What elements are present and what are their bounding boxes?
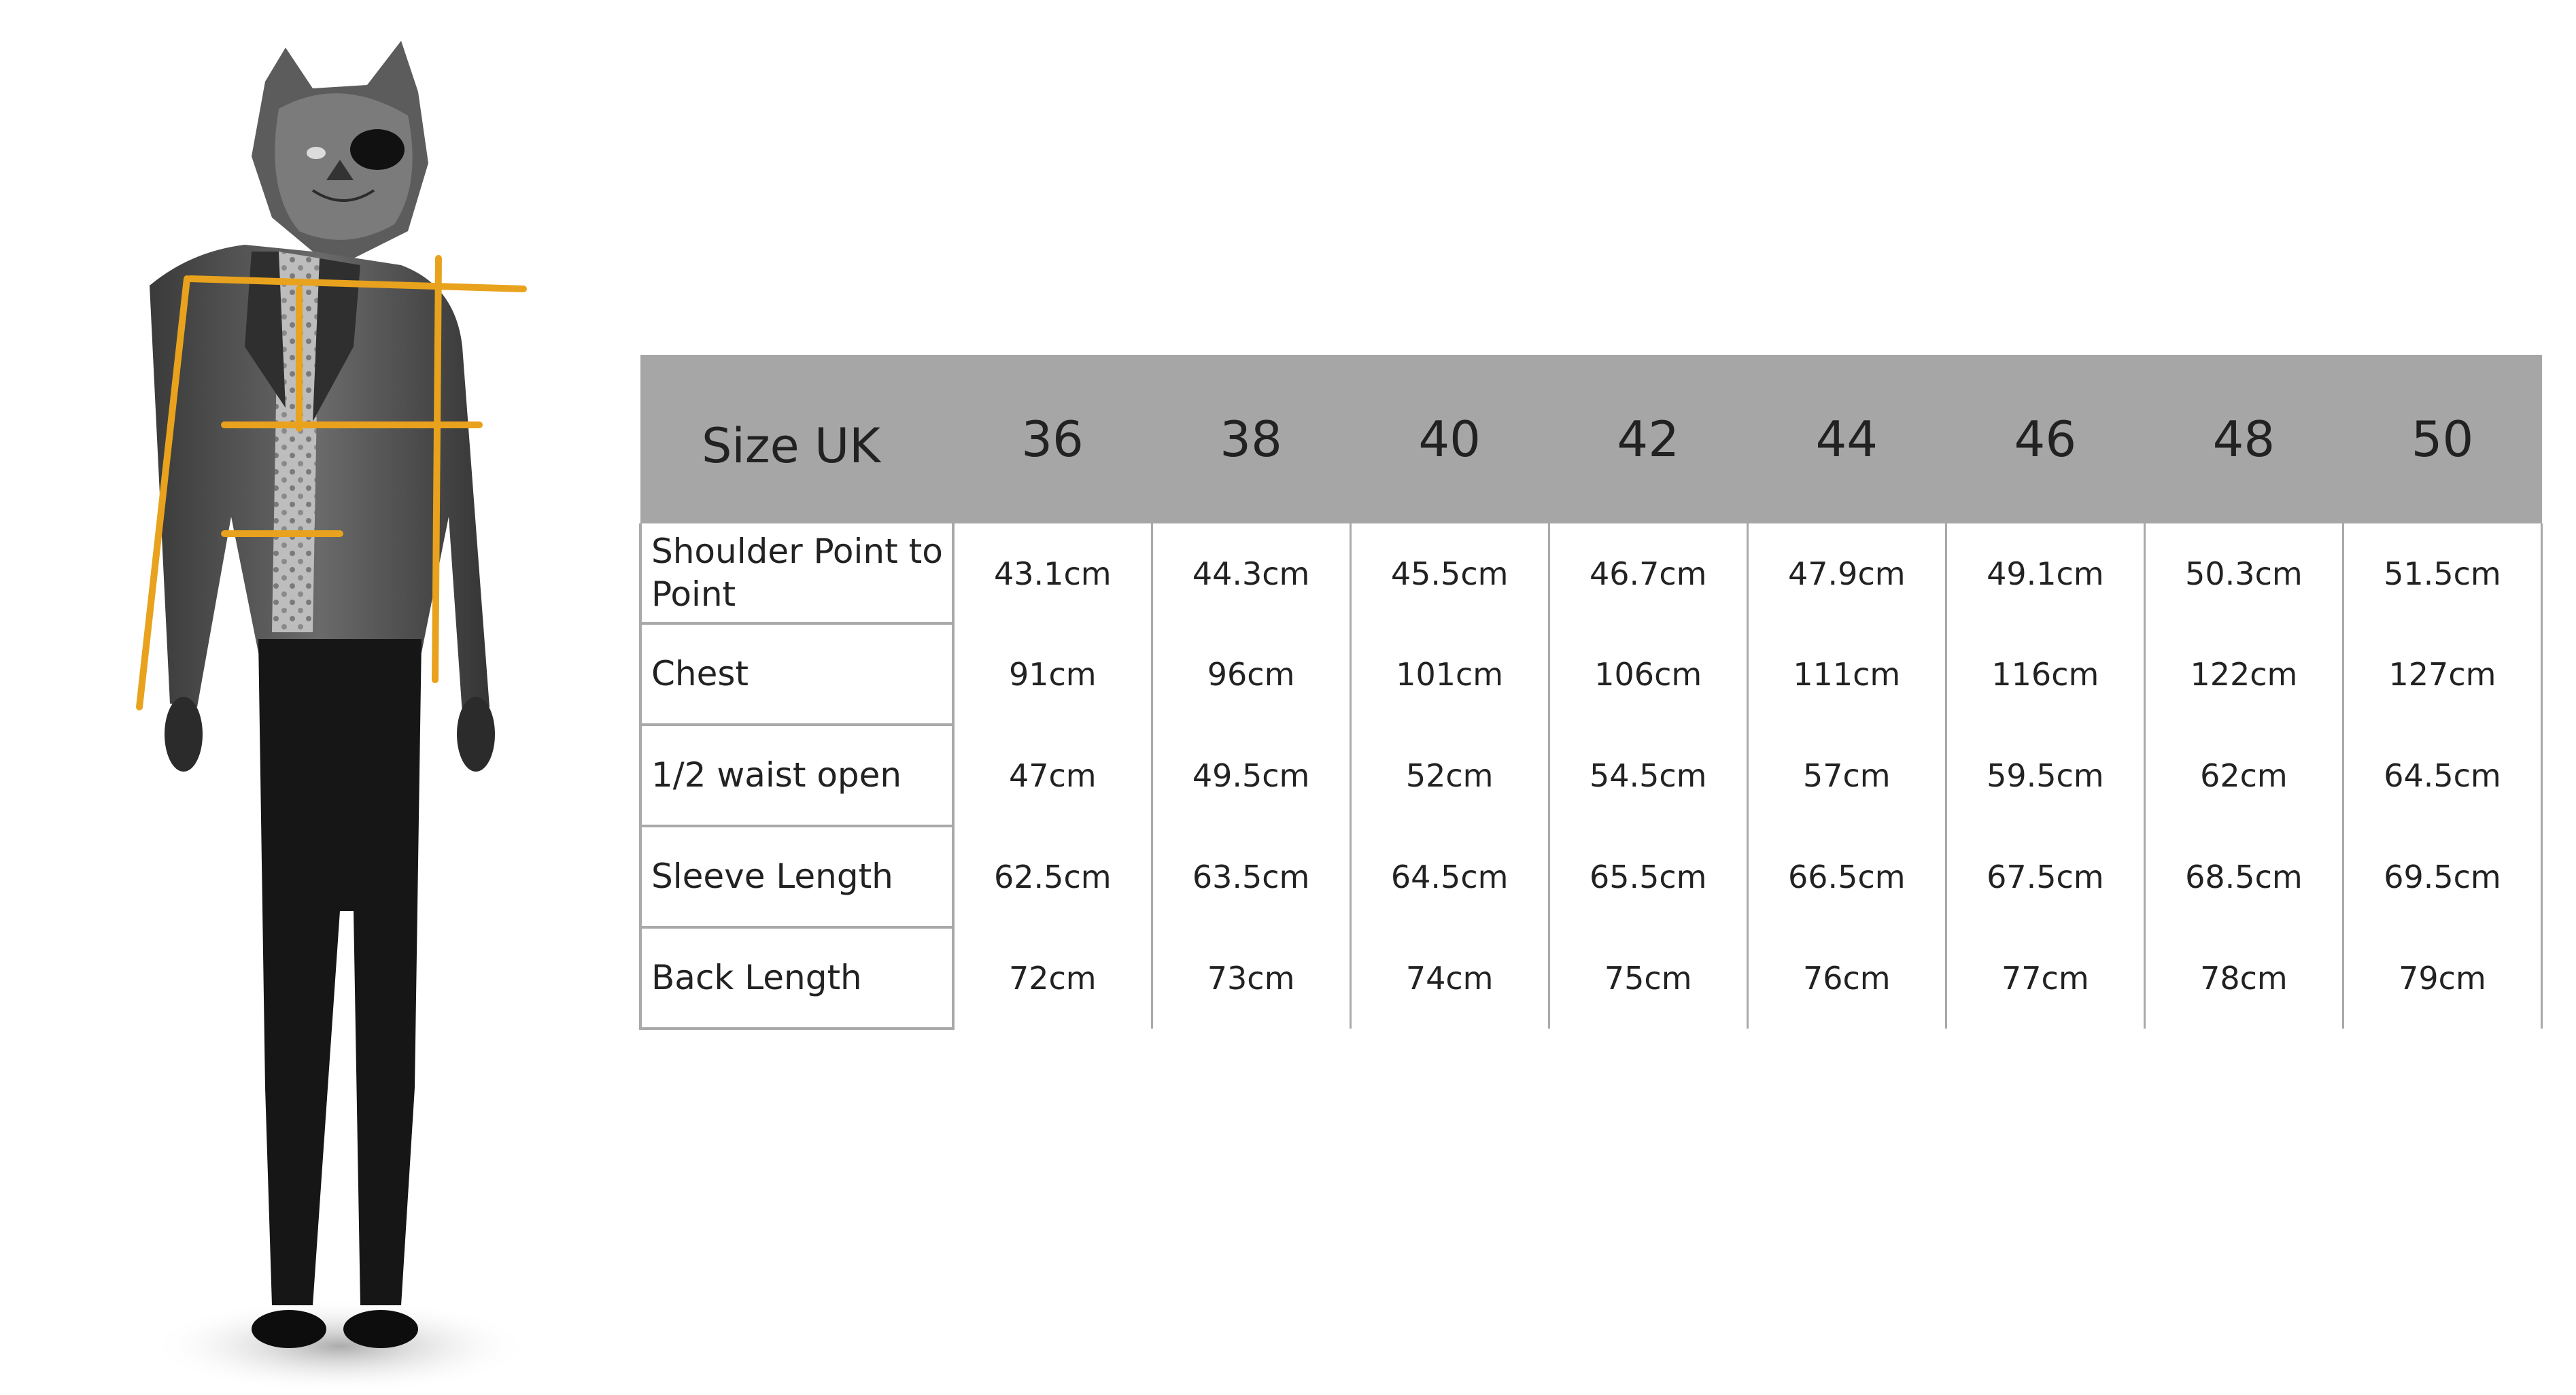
- table-cell: 62cm: [2144, 725, 2343, 826]
- size-col-header: 50: [2343, 355, 2541, 523]
- table-cell: 91cm: [953, 623, 1152, 725]
- size-uk-label: Size UK: [640, 355, 953, 523]
- table-cell: 54.5cm: [1549, 725, 1747, 826]
- trousers: [258, 639, 422, 1305]
- size-col-header: 42: [1549, 355, 1747, 523]
- table-cell: 64.5cm: [1350, 826, 1549, 927]
- table-cell: 66.5cm: [1747, 826, 1946, 927]
- table-row: [640, 927, 2542, 1029]
- table-cell: 47.9cm: [1747, 523, 1946, 623]
- size-col-header: 44: [1747, 355, 1946, 523]
- table-row: [640, 826, 2542, 927]
- table-cell: 51.5cm: [2343, 523, 2541, 623]
- table-cell: 127cm: [2343, 623, 2541, 725]
- shoe-right: [343, 1310, 418, 1348]
- table-row: [640, 623, 2542, 725]
- table-cell: 76cm: [1747, 927, 1946, 1029]
- table-cell: 77cm: [1946, 927, 2144, 1029]
- table-cell: 122cm: [2144, 623, 2343, 725]
- table-cell: 44.3cm: [1152, 523, 1350, 623]
- table-cell: 46.7cm: [1549, 523, 1747, 623]
- table-cell: 111cm: [1747, 623, 1946, 725]
- cat-head: [252, 41, 428, 258]
- table-cell: 65.5cm: [1549, 826, 1747, 927]
- table-cell: 62.5cm: [953, 826, 1152, 927]
- table-cell: 49.5cm: [1152, 725, 1350, 826]
- table-cell: 96cm: [1152, 623, 1350, 725]
- hand-left: [165, 697, 203, 772]
- table-cell: 69.5cm: [2343, 826, 2541, 927]
- size-chart-table: [639, 355, 2543, 1030]
- back-length-line: [435, 258, 439, 680]
- table-cell: 59.5cm: [1946, 725, 2144, 826]
- row-label: Shoulder Point to Point: [640, 523, 953, 623]
- table-cell: 50.3cm: [2144, 523, 2343, 623]
- table-cell: 106cm: [1549, 623, 1747, 725]
- size-col-header: 46: [1946, 355, 2144, 523]
- size-col-header: 40: [1350, 355, 1549, 523]
- table-cell: 57cm: [1747, 725, 1946, 826]
- shoe-left: [252, 1310, 326, 1348]
- table-cell: 74cm: [1350, 927, 1549, 1029]
- table-row: [640, 725, 2542, 826]
- table-row: [640, 523, 2542, 623]
- table-cell: 47cm: [953, 725, 1152, 826]
- table-cell: 67.5cm: [1946, 826, 2144, 927]
- table-cell: 73cm: [1152, 927, 1350, 1029]
- row-label: Chest: [640, 623, 953, 725]
- table-cell: 79cm: [2343, 927, 2541, 1029]
- size-col-header: 38: [1152, 355, 1350, 523]
- floor-shadow: [150, 1298, 530, 1394]
- table-cell: 64.5cm: [2343, 725, 2541, 826]
- model-illustration: [109, 27, 598, 1394]
- table-cell: 45.5cm: [1350, 523, 1549, 623]
- model-figure-svg: [109, 27, 598, 1394]
- table-cell: 116cm: [1946, 623, 2144, 725]
- table-cell: 75cm: [1549, 927, 1747, 1029]
- table-cell: 63.5cm: [1152, 826, 1350, 927]
- table-cell: 52cm: [1350, 725, 1549, 826]
- table-cell: 78cm: [2144, 927, 2343, 1029]
- row-label: 1/2 waist open: [640, 725, 953, 826]
- table-cell: 101cm: [1350, 623, 1549, 725]
- table-cell: 72cm: [953, 927, 1152, 1029]
- size-col-header: 48: [2144, 355, 2343, 523]
- table-cell: 68.5cm: [2144, 826, 2343, 927]
- table-cell: 43.1cm: [953, 523, 1152, 623]
- size-header-row: [640, 355, 2542, 523]
- table-cell: 49.1cm: [1946, 523, 2144, 623]
- hand-right: [457, 697, 495, 772]
- row-label: Back Length: [640, 927, 953, 1029]
- row-label: Sleeve Length: [640, 826, 953, 927]
- size-col-header: 36: [953, 355, 1152, 523]
